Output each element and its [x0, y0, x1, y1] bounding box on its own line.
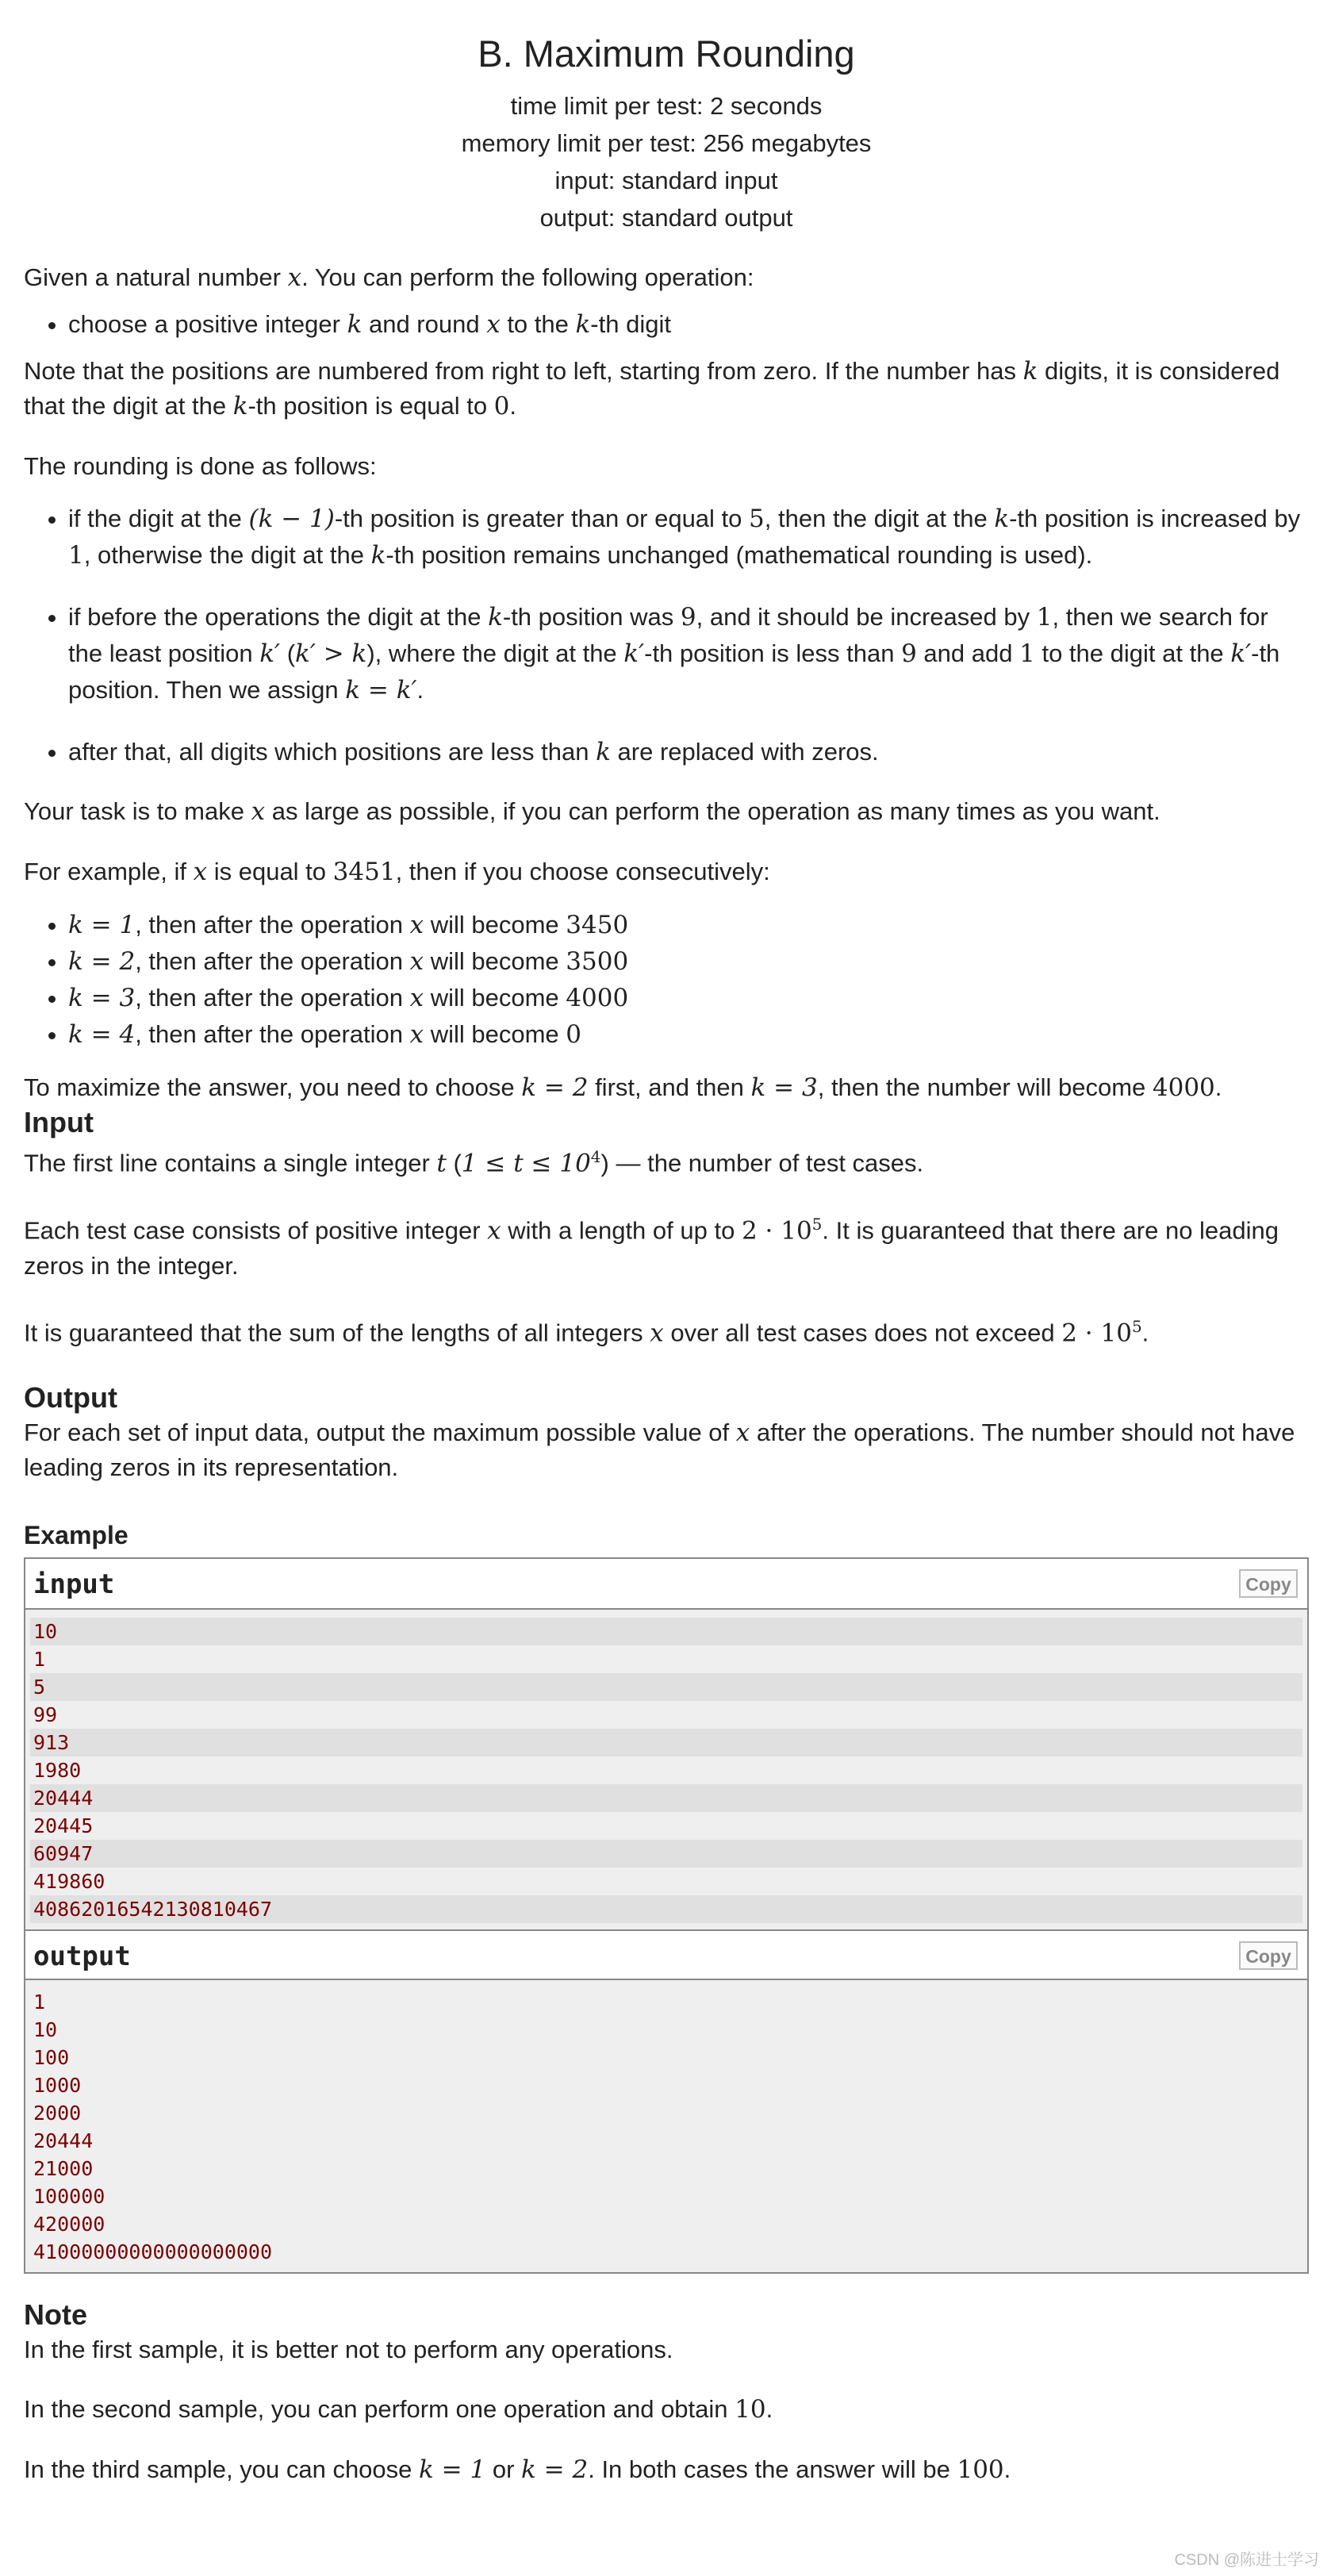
input-section — [24, 1105, 1309, 1350]
problem-title: B. Maximum Rounding — [478, 33, 855, 75]
sample-output-line: 100 — [33, 2045, 70, 2069]
sample-output-label: output — [33, 1940, 131, 1972]
watermark: CSDN @陈进士学习 — [1174, 2551, 1319, 2569]
sample-input-line: 40862016542130810467 — [30, 1895, 1302, 1923]
statement-paragraph-2: Note that the positions are numbered from right to left, starting from zero. If the number has k digits, it is considered that the digit at the k-th position is equal to 0. — [24, 357, 1280, 420]
statement-paragraph-4: Your task is to make x as large as possible, if you can perform the operation as many times as you want. — [24, 797, 1160, 826]
statement-paragraph-5: For example, if x is equal to 3451, then if you choose consecutively: — [24, 858, 770, 886]
sample-input-line: 99 — [33, 1703, 58, 1726]
operation-list — [24, 306, 1309, 343]
rounding-rules-list — [24, 501, 1309, 770]
time-limit: time limit per test: 2 seconds — [510, 92, 823, 120]
sample-tests — [24, 1557, 1309, 2274]
sample-output-line: 20444 — [33, 2129, 94, 2152]
sample-input-block[interactable] — [25, 1610, 1307, 1929]
sample-output-block[interactable] — [25, 1980, 1307, 2272]
sample-output-line: 2000 — [33, 2101, 82, 2125]
statement-paragraph-6: To maximize the answer, you need to choose k = 2 first, and then k = 3, then the number will become 4000. — [24, 1073, 1222, 1102]
input-spec: input: standard input — [554, 167, 778, 194]
list-item: • choose a positive integer k and round x to the k-th digit — [68, 306, 1309, 343]
note-paragraph-2: In the second sample, you can perform one operation and obtain 10. — [24, 2394, 773, 2424]
note-section-title: Note — [24, 2298, 87, 2331]
list-item: • after that, all digits which positions are less than k are replaced with zeros. — [68, 734, 1309, 770]
sample-output-line: 10 — [33, 2017, 58, 2041]
list-item: • if before the operations the digit at the k-th position was 9, and it should be increased by 1, then we search for the least position k′ (k′ > k), where the digit at the k′-th position is less than 9 and add 1 to the digit at the k′-th position. Then we assign k = k′. — [68, 599, 1309, 708]
input-section-title: Input — [24, 1106, 94, 1138]
list-item: • k = 2, then after the operation x will become 3500 — [68, 943, 1309, 980]
list-item: • k = 1, then after the operation x will become 3450 — [68, 907, 1309, 943]
output-spec: output: standard output — [539, 204, 793, 232]
copy-input-button[interactable]: Copy — [1239, 1569, 1298, 1598]
sample-input-line: 913 — [30, 1729, 1302, 1756]
sample-input-line: 5 — [30, 1673, 1302, 1701]
list-item: • if the digit at the (k − 1)-th position is greater than or equal to 5, then the digit at the k-th position is increased by 1, otherwise the digit at the k-th position remains unchanged (mathematical rounding is used). — [68, 501, 1309, 574]
sample-output-line: 1 — [33, 1990, 46, 2014]
sample-input-line: 1 — [33, 1647, 46, 1671]
sample-output-header — [25, 1929, 1307, 1980]
problem-statement — [24, 260, 1309, 1105]
example-title: Example — [24, 1520, 129, 1549]
sample-input-header — [25, 1559, 1307, 1610]
copy-output-button[interactable]: Copy — [1239, 1941, 1298, 1970]
problem-header — [24, 32, 1309, 236]
note-paragraph-3: In the third sample, you can choose k = 1 or k = 2. In both cases the answer will be 100. — [24, 2455, 1011, 2484]
example-steps-list — [24, 907, 1309, 1053]
statement-paragraph-3: The rounding is done as follows: — [24, 452, 377, 480]
problem-page — [24, 0, 1309, 2487]
input-paragraph-2: Each test case consists of positive integer x with a length of up to $2 \cdot 10^5$. It is guaranteed that there are no leading zeros in the integer. — [24, 1215, 1279, 1280]
sample-input-line: 20444 — [30, 1784, 1302, 1812]
sample-output-line: 420000 — [33, 2212, 105, 2236]
sample-input-line: 20445 — [33, 1814, 94, 1837]
input-paragraph-3: It is guaranteed that the sum of the lengths of all integers x over all test cases does not exceed $2 \cdot 10^5$. — [24, 1316, 1149, 1347]
list-item: • k = 3, then after the operation x will become 4000 — [68, 980, 1309, 1016]
statement-paragraph-1: Given a natural number x. You can perform the following operation: — [24, 263, 754, 292]
output-section — [24, 1380, 1309, 1484]
memory-limit: memory limit per test: 256 megabytes — [461, 129, 872, 157]
example-section — [24, 1519, 1309, 2274]
note-paragraph-1: In the first sample, it is better not to perform any operations. — [24, 2335, 673, 2363]
sample-output-line: 41000000000000000000 — [33, 2240, 273, 2263]
output-paragraph: For each set of input data, output the maximum possible value of x after the operations. The number should not have leading zeros in its representation. — [24, 1418, 1295, 1481]
sample-input-line: 60947 — [30, 1840, 1302, 1868]
input-paragraph-1: The first line contains a single integer t $(1 \le t \le 10^4)$ — the number of test cases. — [24, 1147, 924, 1178]
sample-input-line: 10 — [30, 1618, 1302, 1645]
output-section-title: Output — [24, 1380, 117, 1414]
list-item: • k = 4, then after the operation x will become 0 — [68, 1016, 1309, 1053]
sample-output-line: 100000 — [33, 2184, 105, 2208]
note-section — [24, 2298, 1309, 2487]
sample-output-line: 21000 — [33, 2156, 94, 2180]
sample-output-line: 1000 — [33, 2073, 82, 2097]
sample-input-label: input — [33, 1568, 115, 1600]
sample-input-line: 1980 — [33, 1758, 82, 1782]
sample-input-line: 419860 — [33, 1869, 105, 1893]
